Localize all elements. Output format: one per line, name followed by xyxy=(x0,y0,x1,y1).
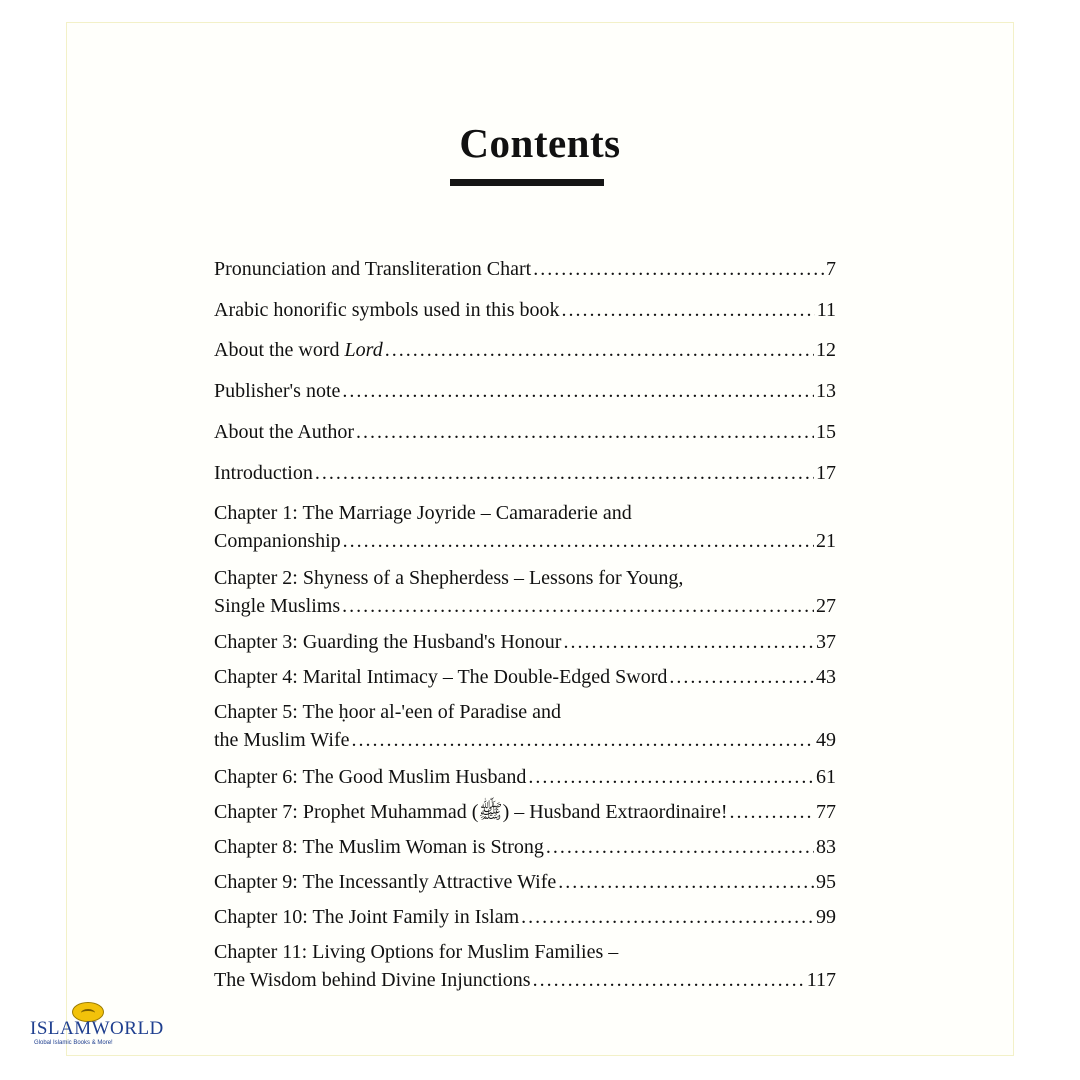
leader-dots xyxy=(342,592,814,620)
toc-page-number: 21 xyxy=(816,530,836,552)
toc-entry xyxy=(214,833,836,861)
toc-entry xyxy=(214,336,836,364)
toc-page-number: 99 xyxy=(816,906,836,928)
leader-dots xyxy=(385,336,814,364)
logo-name: ISLAMWORLD xyxy=(30,1018,164,1039)
leader-dots xyxy=(546,833,814,861)
leader-dots xyxy=(563,628,814,656)
toc-page-number: 7 xyxy=(826,258,836,280)
leader-dots xyxy=(351,726,814,754)
toc-page-number: 11 xyxy=(816,299,836,321)
toc-entry xyxy=(214,698,836,754)
leader-dots xyxy=(730,798,815,826)
leader-dots xyxy=(343,527,814,555)
toc-entry-title: Arabic honorific symbols used in this book xyxy=(214,299,560,321)
title-underline xyxy=(450,179,604,186)
toc-entry xyxy=(214,763,836,791)
leader-dots xyxy=(558,868,814,896)
toc-entry-title: Chapter 5: The ḥoor al-'een of Paradise and xyxy=(214,701,562,723)
leader-dots xyxy=(533,966,805,994)
toc-entry xyxy=(214,663,836,691)
toc-entry xyxy=(214,418,836,446)
toc-page-number: 12 xyxy=(816,339,836,361)
logo-tagline: Global Islamic Books & More! xyxy=(34,1040,113,1046)
toc-entry xyxy=(214,938,836,994)
toc-entry-title: The Wisdom behind Divine Injunctions xyxy=(214,969,531,991)
toc-page-number: 83 xyxy=(816,836,836,858)
toc-page-number: 43 xyxy=(816,666,836,688)
page-title: Contents xyxy=(459,120,621,166)
toc-entry-title: Chapter 6: The Good Muslim Husband xyxy=(214,766,527,788)
toc-entry-title: Chapter 2: Shyness of a Shepherdess – Lessons for Young, xyxy=(214,567,684,589)
toc-entry xyxy=(214,903,836,931)
toc-page-number: 49 xyxy=(816,729,836,751)
toc-entry xyxy=(214,296,836,324)
toc-entry xyxy=(214,377,836,405)
toc-entry-title: About the Author xyxy=(214,421,354,443)
toc-entry-title: Chapter 9: The Incessantly Attractive Wife xyxy=(214,871,557,893)
toc-entry-title: About the word Lord xyxy=(214,339,383,361)
leader-dots xyxy=(521,903,814,931)
toc-page-number: 37 xyxy=(816,631,836,653)
book-page xyxy=(66,22,1014,1056)
islamworld-logo xyxy=(30,1000,170,1056)
toc-entry xyxy=(214,499,836,555)
toc-entry xyxy=(214,564,836,620)
leader-dots xyxy=(528,763,814,791)
toc-entry-title: Chapter 8: The Muslim Woman is Strong xyxy=(214,836,544,858)
toc-entry xyxy=(214,798,836,826)
toc-page-number: 17 xyxy=(816,462,836,484)
toc-entry-title: Pronunciation and Transliteration Chart xyxy=(214,258,532,280)
toc-entry-title: Chapter 10: The Joint Family in Islam xyxy=(214,906,520,928)
toc-page-number: 77 xyxy=(816,801,836,823)
toc-entry-title: Chapter 3: Guarding the Husband's Honour xyxy=(214,631,562,653)
toc-entry-title: Chapter 1: The Marriage Joyride – Camaraderie and xyxy=(214,502,632,524)
toc-entry xyxy=(214,868,836,896)
toc-entry-title: Chapter 7: Prophet Muhammad (ﷺ) – Husband Extraordinaire! xyxy=(214,801,728,823)
toc-entry xyxy=(214,459,836,487)
toc-entry xyxy=(214,628,836,656)
toc-page-number: 61 xyxy=(816,766,836,788)
leader-dots xyxy=(315,459,814,487)
leader-dots xyxy=(342,377,814,405)
toc-page-number: 27 xyxy=(816,595,836,617)
toc-entry-title: Chapter 11: Living Options for Muslim Families – xyxy=(214,941,619,963)
toc-page-number: 117 xyxy=(806,969,836,991)
leader-dots xyxy=(669,663,814,691)
toc-entry-title: Publisher's note xyxy=(214,380,341,402)
leader-dots xyxy=(562,296,815,324)
toc-page-number: 15 xyxy=(816,421,836,443)
toc-entry-title: Single Muslims xyxy=(214,595,341,617)
leader-dots xyxy=(356,418,814,446)
toc-entry-title: Introduction xyxy=(214,462,313,484)
toc-entry-title: Companionship xyxy=(214,530,341,552)
toc-entry xyxy=(214,255,836,283)
leader-dots xyxy=(533,255,824,283)
toc-page-number: 95 xyxy=(816,871,836,893)
toc-page-number: 13 xyxy=(816,380,836,402)
toc-entry-title: Chapter 4: Marital Intimacy – The Double-Edged Sword xyxy=(214,666,668,688)
toc-entry-title: the Muslim Wife xyxy=(214,729,350,751)
